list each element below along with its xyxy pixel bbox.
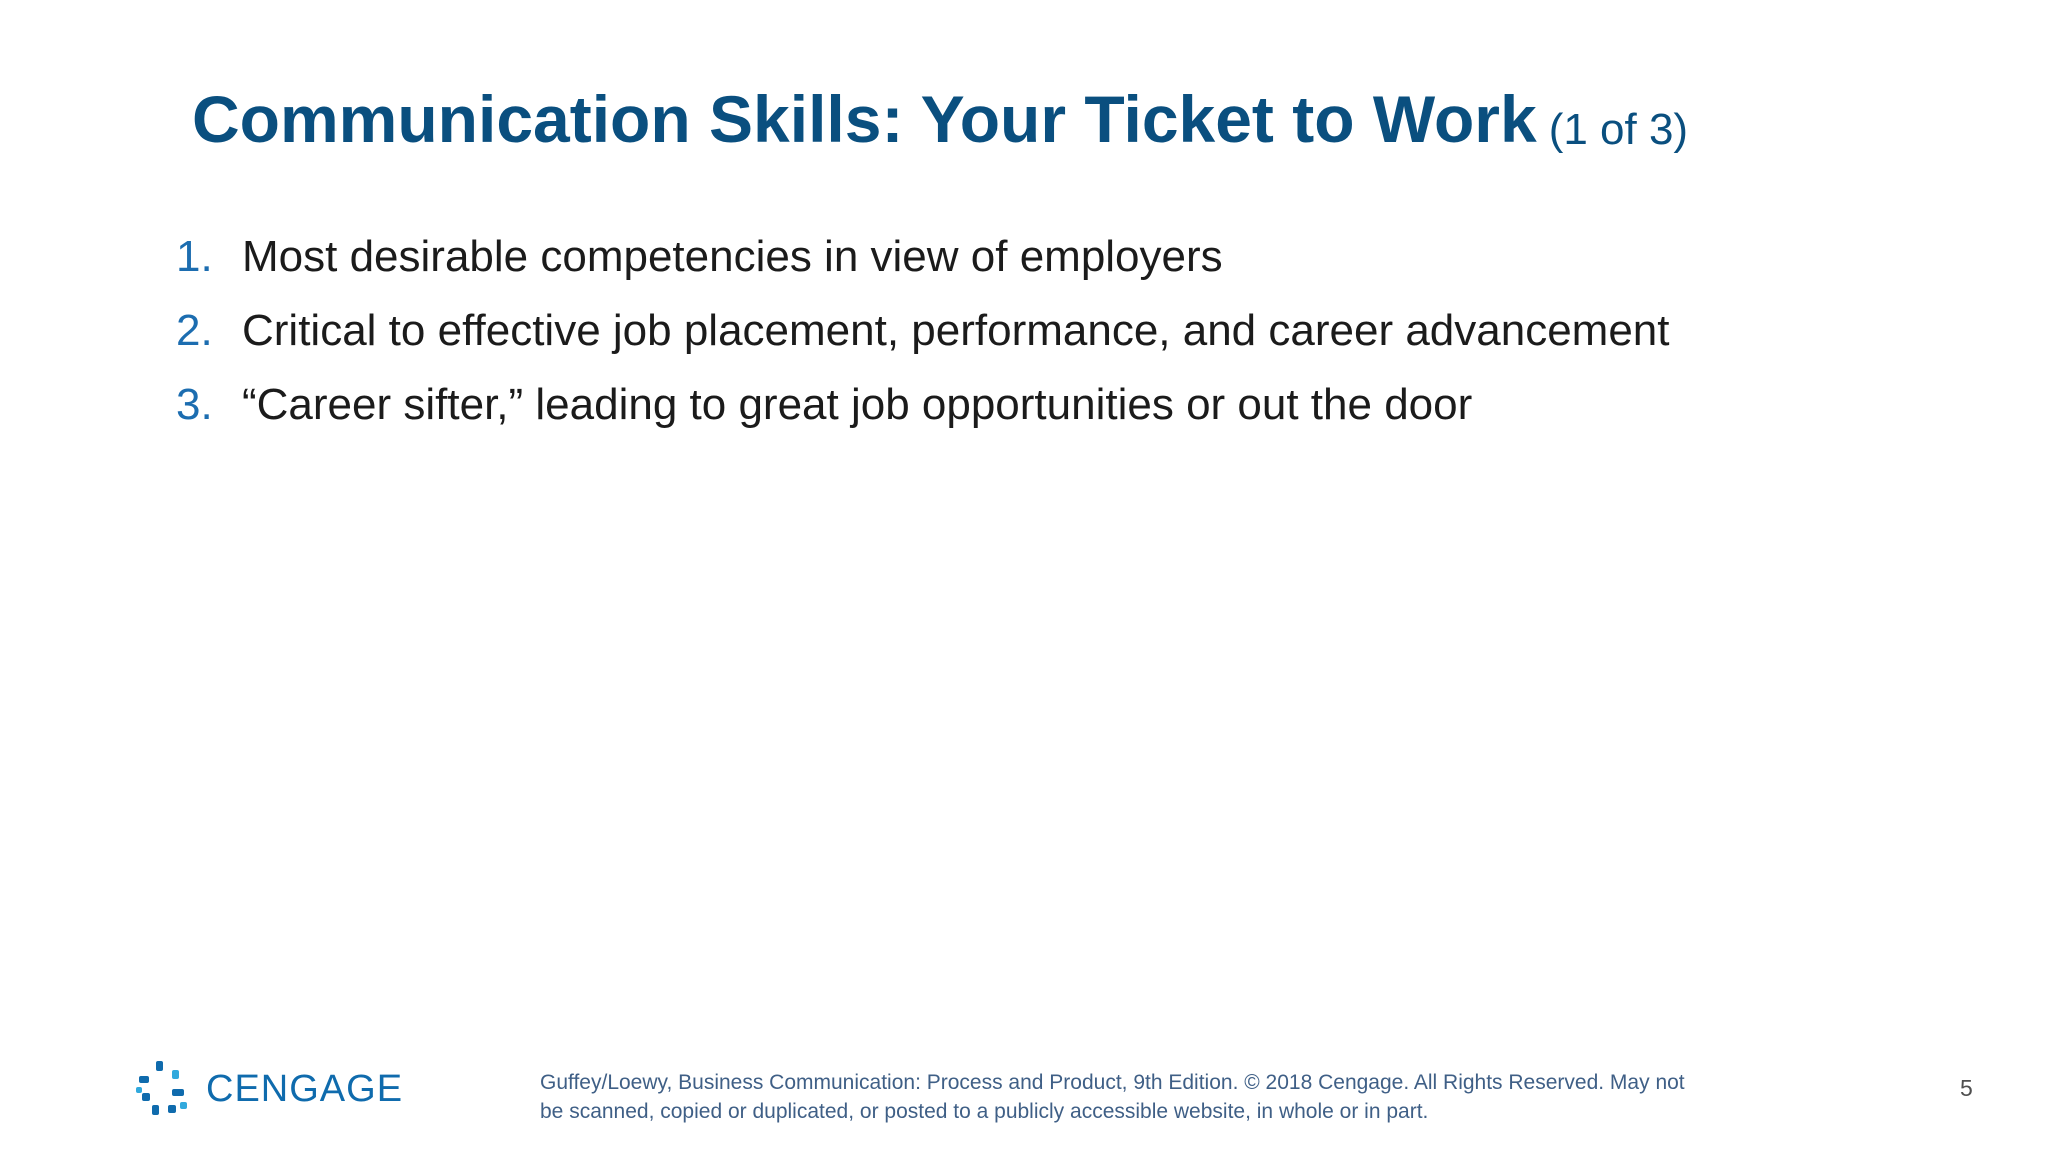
page-number: 5 (1960, 1075, 1973, 1101)
logo-text: CENGAGE (206, 1068, 404, 1110)
bullet-text: “Career sifter,” leading to great job opportunities or out the door (242, 380, 1473, 429)
bullet-number: 3. (176, 380, 213, 429)
bullet-number: 2. (176, 306, 213, 355)
slide-title (192, 82, 1689, 156)
bullet-item (176, 232, 1670, 306)
slide-title-suffix: (1 of 3) (1548, 105, 1689, 154)
bullet-text: Most desirable competencies in view of employers (242, 232, 1223, 281)
copyright-line: Guffey/Loewy, Business Communication: Process and Product, 9th Edition. © 2018 Cengage. All Rights Reserved. May not (540, 1071, 1685, 1094)
copyright-notice (540, 1068, 1890, 1126)
slide-title-main: Communication Skills: Your Ticket to Work (192, 82, 1537, 156)
cengage-logo-icon (132, 1058, 194, 1120)
copyright-line: be scanned, copied or duplicated, or posted to a publicly accessible website, in whole or in part. (540, 1100, 1429, 1123)
bullet-list (176, 232, 1670, 454)
bullet-number: 1. (176, 232, 213, 281)
bullet-item (176, 306, 1670, 380)
bullet-text: Critical to effective job placement, performance, and career advancement (242, 306, 1670, 355)
bullet-item (176, 380, 1670, 454)
cengage-logo (132, 1058, 403, 1120)
